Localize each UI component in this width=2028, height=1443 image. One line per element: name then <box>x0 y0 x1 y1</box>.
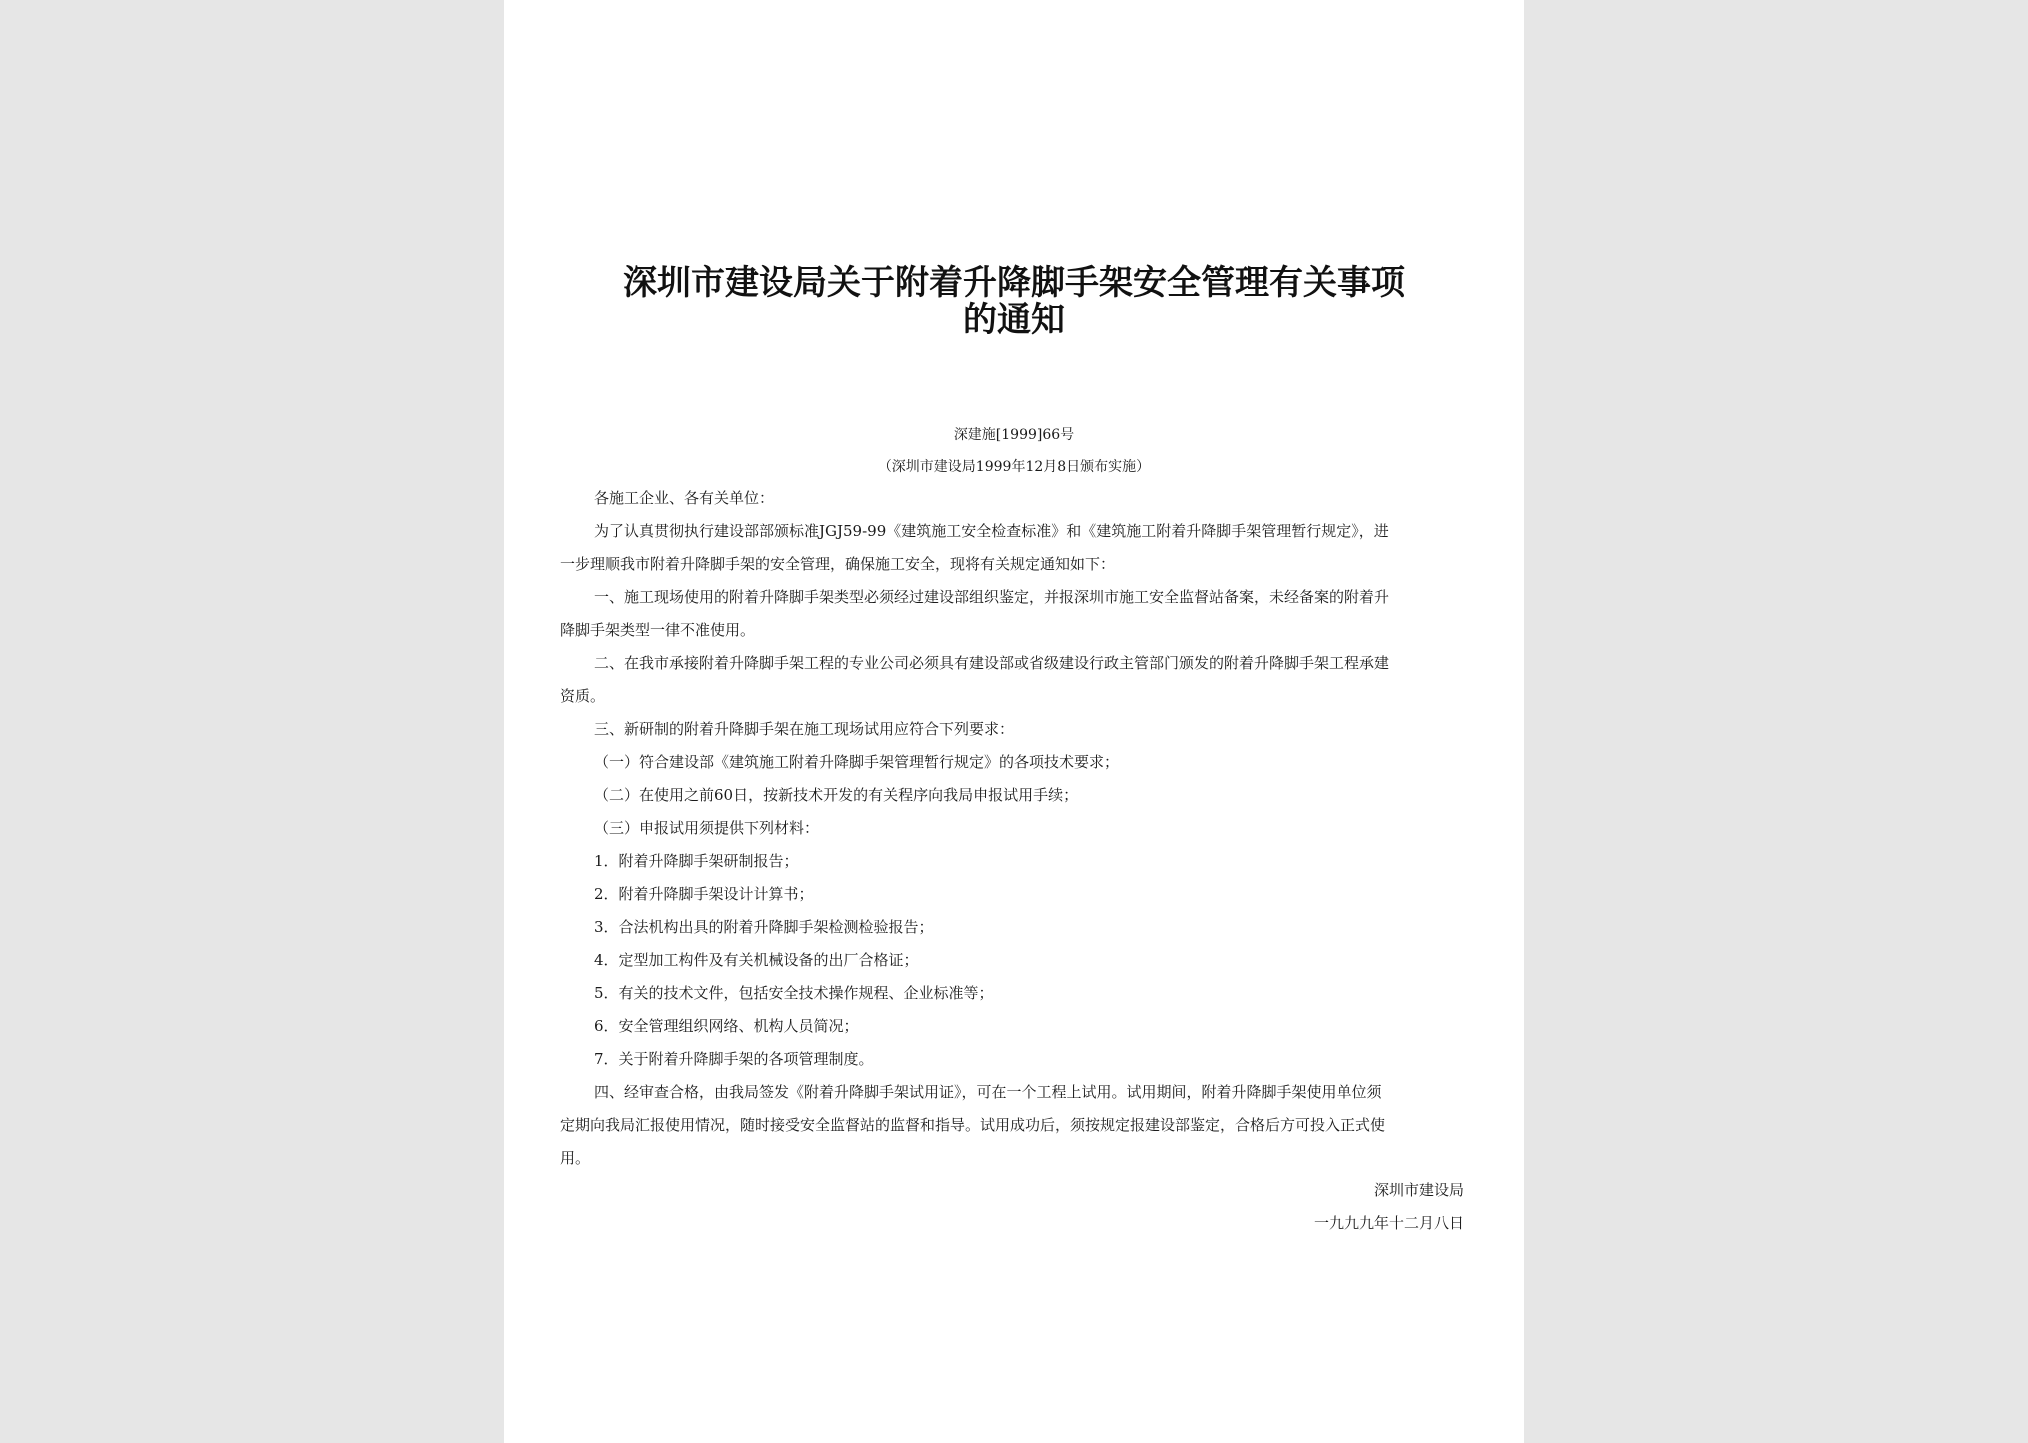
list-item: 7．关于附着升降脚手架的各项管理制度。 <box>594 1050 874 1068</box>
paragraph-line: 三、新研制的附着升降脚手架在施工现场试用应符合下列要求： <box>594 720 1015 738</box>
paragraph-line: 为了认真贯彻执行建设部部颁标准JGJ59-99《建筑施工安全检查标准》和《建筑施工附着升降脚手架管理暂行规定》，进 <box>594 522 1389 540</box>
signature-date: 一九九九年十二月八日 <box>1313 1214 1464 1232</box>
salutation: 各施工企业、各有关单位： <box>594 489 775 507</box>
paragraph-line: 一步理顺我市附着升降脚手架的安全管理，确保施工安全，现将有关规定通知如下： <box>560 555 1116 573</box>
paragraph-line: （二）在使用之前60日，按新技术开发的有关程序向我局申报试用手续； <box>594 786 1079 804</box>
document-title-line-2: 的通知 <box>963 300 1065 340</box>
list-item: 5．有关的技术文件，包括安全技术操作规程、企业标准等； <box>594 984 994 1002</box>
issued-note: （深圳市建设局1999年12月8日颁布实施） <box>877 459 1151 475</box>
signature: 深圳市建设局 <box>1373 1181 1464 1199</box>
paragraph-line: 四、经审查合格，由我局签发《附着升降脚手架试用证》，可在一个工程上试用。试用期间，附着升降脚手架使用单位须 <box>594 1083 1382 1101</box>
paragraph-line: 二、在我市承接附着升降脚手架工程的专业公司必须具有建设部或省级建设行政主管部门颁发的附着升降脚手架工程承建 <box>594 654 1390 672</box>
paragraph-line: 用。 <box>560 1149 591 1167</box>
document-title-line-1: 深圳市建设局关于附着升降脚手架安全管理有关事项 <box>623 263 1405 303</box>
paragraph-line: 一、施工现场使用的附着升降脚手架类型必须经过建设部组织鉴定，并报深圳市施工安全监督站备案，未经备案的附着升 <box>594 588 1390 606</box>
list-item: 1．附着升降脚手架研制报告； <box>594 852 799 870</box>
paragraph-line: 资质。 <box>560 687 606 705</box>
list-item: 6．安全管理组织网络、机构人员简况； <box>594 1017 859 1035</box>
document-number: 深建施[1999]66号 <box>953 427 1075 443</box>
document-page <box>504 0 1524 1443</box>
list-item: 3．合法机构出具的附着升降脚手架检测检验报告； <box>594 918 934 936</box>
paragraph-line: （一）符合建设部《建筑施工附着升降脚手架管理暂行规定》的各项技术要求； <box>594 753 1120 771</box>
paragraph-line: 降脚手架类型一律不准使用。 <box>560 621 756 639</box>
paragraph-line: （三）申报试用须提供下列材料： <box>594 819 820 837</box>
list-item: 4．定型加工构件及有关机械设备的出厂合格证； <box>594 951 919 969</box>
paragraph-line: 定期向我局汇报使用情况，随时接受安全监督站的监督和指导。试用成功后，须按规定报建设部鉴定，合格后方可投入正式使 <box>560 1116 1386 1134</box>
list-item: 2．附着升降脚手架设计计算书； <box>594 885 814 903</box>
